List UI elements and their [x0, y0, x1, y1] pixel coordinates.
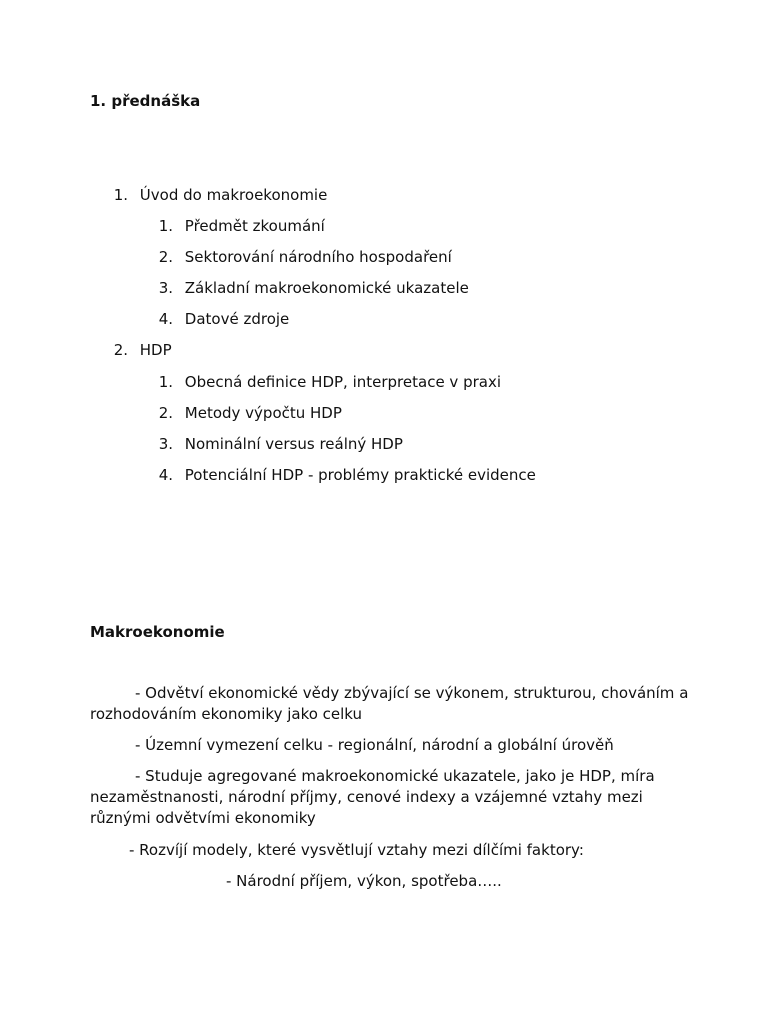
outline-subitem-number: 1. — [158, 217, 173, 235]
outline-subitem-label: Datové zdroje — [184, 310, 290, 328]
outline-subitem — [153, 372, 501, 392]
section-paragraph — [90, 766, 690, 829]
outline-subitem — [153, 403, 342, 423]
paragraph-text: - Odvětví ekonomické vědy zbývající se výkonem, strukturou, chováním a rozhodováním ekonomiky jako celku — [90, 684, 689, 723]
paragraph-text: - Územní vymezení celku - regionální, národní a globální úrověň — [135, 736, 614, 754]
outline-subitem-number: 3. — [158, 279, 173, 297]
outline-subitem-number: 4. — [158, 466, 173, 484]
outline-subitem — [153, 216, 325, 236]
outline-item-label: HDP — [139, 341, 172, 359]
paragraph-text: - Studuje agregované makroekonomické ukazatele, jako je HDP, míra nezaměstnanosti, národní příjmy, cenové indexy a vzájemné vztahy mezi různými odvětvími ekonomiky — [90, 767, 655, 827]
outline-item-label: Úvod do makroekonomie — [139, 186, 328, 204]
lecture-heading: 1. přednáška — [90, 92, 201, 110]
outline-item — [108, 340, 172, 360]
outline-subitem-label: Sektorování národního hospodaření — [184, 248, 452, 266]
outline-subitem-number: 4. — [158, 310, 173, 328]
outline-subitem — [153, 309, 289, 329]
outline-subitem-number: 2. — [158, 404, 173, 422]
outline-subitem-label: Základní makroekonomické ukazatele — [184, 279, 469, 297]
section-paragraph: - Rozvíjí modely, které vysvětlují vztahy mezi dílčími faktory: — [129, 841, 584, 859]
outline-subitem-label: Metody výpočtu HDP — [184, 404, 342, 422]
outline-subitem — [153, 434, 403, 454]
outline-subitem-label: Nominální versus reálný HDP — [184, 435, 403, 453]
section-title: Makroekonomie — [90, 623, 225, 641]
outline-subitem-number: 1. — [158, 373, 173, 391]
outline-subitem-label: Potenciální HDP - problémy praktické evidence — [184, 466, 536, 484]
outline-subitem — [153, 278, 469, 298]
outline-subitem — [153, 465, 536, 485]
outline-item-number: 2. — [113, 341, 128, 359]
outline-subitem — [153, 247, 452, 267]
outline-item — [108, 185, 327, 205]
outline-subitem-number: 2. — [158, 248, 173, 266]
section-subparagraph: - Národní příjem, výkon, spotřeba….. — [226, 872, 502, 890]
outline-item-number: 1. — [113, 186, 128, 204]
section-paragraph — [90, 735, 690, 756]
outline-subitem-number: 3. — [158, 435, 173, 453]
outline-subitem-label: Obecná definice HDP, interpretace v praxi — [184, 373, 502, 391]
section-paragraph — [90, 683, 690, 725]
outline-subitem-label: Předmět zkoumání — [184, 217, 325, 235]
